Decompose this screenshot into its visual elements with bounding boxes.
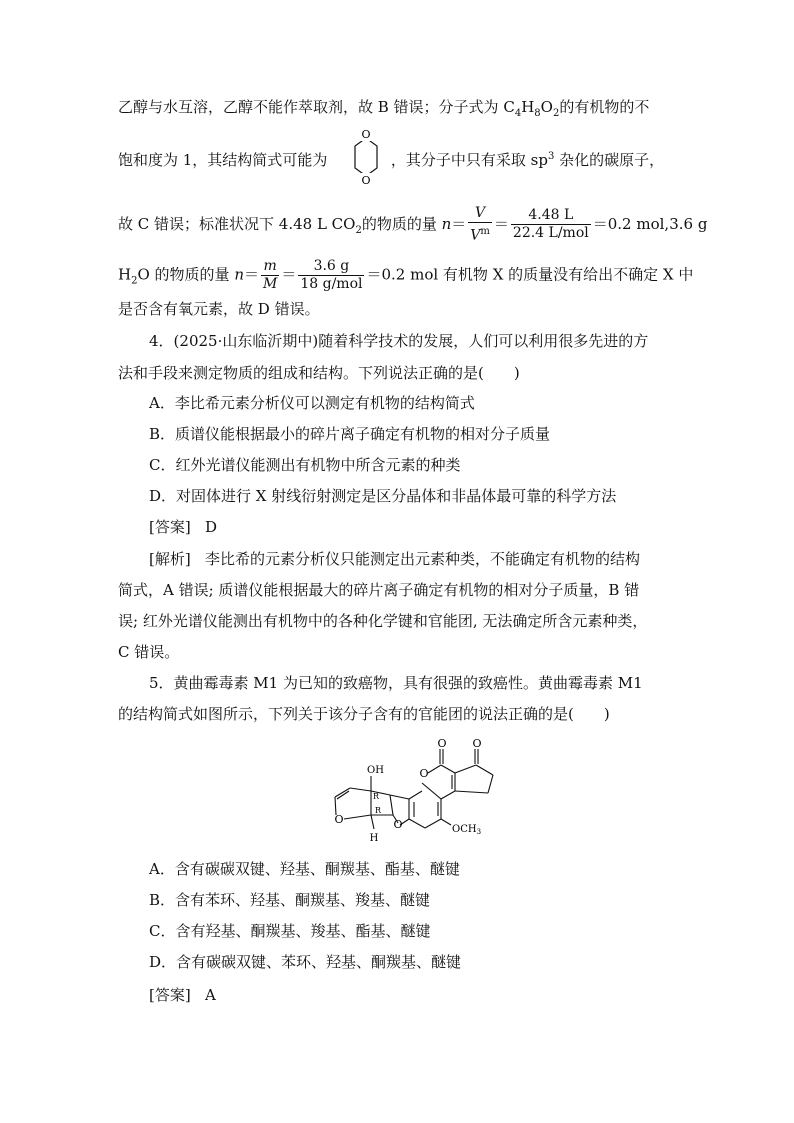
variable: n [234, 265, 244, 284]
methoxy-text: OCH [452, 824, 477, 835]
q4-option-d: D．对固体进行 X 射线衍射测定是区分晶体和非晶体最可靠的科学方法 [149, 487, 617, 505]
prev-line-5: 是否含有氧元素，故 D 错误。 [118, 300, 320, 318]
q4-analysis-line-4: C 错误。 [118, 643, 180, 661]
q4-stem-line-2: 法和手段来测定物质的组成和结构。下列说法正确的是( ) [118, 364, 520, 382]
q4-analysis-line-3: 误; 红外光谱仪能测出有机物中的各种化学键和官能团, 无法确定所含元素种类， [118, 612, 648, 630]
carbonyl-oxygen-label: O [472, 737, 482, 750]
aflatoxin-m1-structure [318, 733, 518, 851]
q4-option-c: C．红外光谱仪能测出有机物中所含元素的种类 [149, 456, 461, 474]
equals: ＝ [451, 214, 467, 233]
text: 的物质的量 [361, 214, 442, 233]
text: 乙醇与水互溶，乙醇不能作萃取剂，故 B 错误；分子式为 C [118, 98, 515, 116]
numerator: m [261, 258, 279, 276]
subscript: 2 [552, 108, 560, 119]
subscript: 2 [355, 224, 362, 236]
denominator: 22.4 L/mol [512, 225, 589, 242]
text: ＝0.2 mol 有机物 X 的质量没有给出不确定 X 中 [366, 265, 694, 284]
q5-option-d: D．含有碳碳双键、苯环、羟基、酮羰基、醚键 [149, 953, 462, 971]
superscript: 3 [547, 151, 555, 162]
numerator: 3.6 g [298, 258, 364, 276]
ring-oxygen-label: O [393, 818, 403, 831]
prev-line-2 [118, 146, 664, 171]
q4-option-b: B．质谱仪能根据最小的碎片离子确定有机物的相对分子质量 [149, 425, 551, 443]
text: O 的物质的量 [137, 265, 235, 284]
ring-oxygen-label: O [334, 813, 344, 826]
numerator: V [468, 205, 492, 223]
methoxy-subscript: 3 [476, 828, 482, 836]
text: ，其分子中只有采取 sp [390, 151, 548, 169]
answer-label: [答案] [149, 518, 191, 536]
analysis-label: [解析] [149, 550, 191, 568]
text: 饱和度为 1，其结构简式可能为 [118, 151, 328, 169]
fraction [298, 258, 364, 293]
methoxy-label [452, 824, 481, 836]
text: 的有机物的不 [559, 98, 650, 116]
oxygen-atom-label: O [361, 128, 371, 141]
prev-line-1 [118, 96, 649, 125]
text: ＝0.2 mol,3.6 g [592, 214, 708, 233]
structure-bonds [335, 749, 493, 829]
answer-value: A [205, 986, 216, 1004]
answer-value: D [205, 518, 218, 536]
text: V [470, 227, 481, 244]
denominator: M [263, 276, 278, 292]
q4-analysis-line-1 [149, 548, 640, 570]
q4-stem-line-1: 4．(2025·山东临沂期中)随着科学技术的发展，人们可以利用很多先进的方 [149, 332, 649, 350]
text: 杂化的碳原子， [554, 151, 665, 169]
q5-stem-line-2: 的结构简式如图所示，下列关于该分子含有的官能团的说法正确的是( ) [118, 705, 610, 723]
q5-stem-line-1: 5．黄曲霉毒素 M1 为已知的致癌物，具有很强的致癌性。黄曲霉毒素 M1 [149, 674, 643, 692]
text: 故 C 错误；标准状况下 4.48 L CO [118, 214, 356, 233]
prev-line-4 [118, 258, 693, 293]
fraction [261, 258, 279, 293]
q4-analysis-line-2: 简式，A 错误; 质谱仪能根据最大的碎片离子确定有机物的相对分子质量，B 错 [118, 581, 640, 599]
q4-answer [149, 516, 217, 538]
dioxane-structure [348, 124, 384, 190]
hydrogen-label: H [369, 833, 379, 844]
fraction [468, 205, 492, 245]
superscript: m [480, 226, 490, 237]
numerator: 4.48 L [511, 207, 591, 225]
q5-option-b: B．含有苯环、羟基、酮羰基、羧基、醚键 [149, 891, 431, 909]
text: H [118, 265, 132, 284]
equals: ＝ [243, 265, 259, 284]
text: 李比希的元素分析仪只能测定出元素种类，不能确定有机物的结构 [205, 550, 641, 568]
ring-bonds [355, 138, 377, 176]
equals: ＝ [281, 265, 297, 284]
q5-answer [149, 984, 216, 1006]
carbonyl-oxygen-label: O [437, 737, 447, 750]
text: H [521, 98, 535, 116]
subscript: 4 [514, 108, 522, 119]
q5-option-a: A．含有碳碳双键、羟基、酮羰基、酯基、醚键 [149, 860, 460, 878]
text: O [540, 98, 553, 116]
q4-option-a: A．李比希元素分析仪可以测定有机物的结构简式 [149, 394, 475, 412]
subscript: 8 [534, 108, 541, 119]
ring-oxygen-label: O [419, 767, 429, 780]
equals: ＝ [493, 214, 509, 233]
subscript: 2 [131, 275, 138, 287]
hydroxyl-label: OH [367, 765, 384, 776]
fraction [511, 207, 591, 242]
answer-label: [答案] [149, 986, 191, 1004]
denominator [468, 223, 492, 245]
oxygen-atom-label: O [361, 174, 371, 187]
variable: n [441, 214, 452, 233]
q5-option-c: C．含有羟基、酮羰基、羧基、酯基、醚键 [149, 922, 431, 940]
denominator: 18 g/mol [300, 276, 363, 292]
stereo-label: R [373, 792, 380, 801]
stereo-label: R [375, 806, 382, 815]
prev-line-3 [118, 205, 707, 245]
